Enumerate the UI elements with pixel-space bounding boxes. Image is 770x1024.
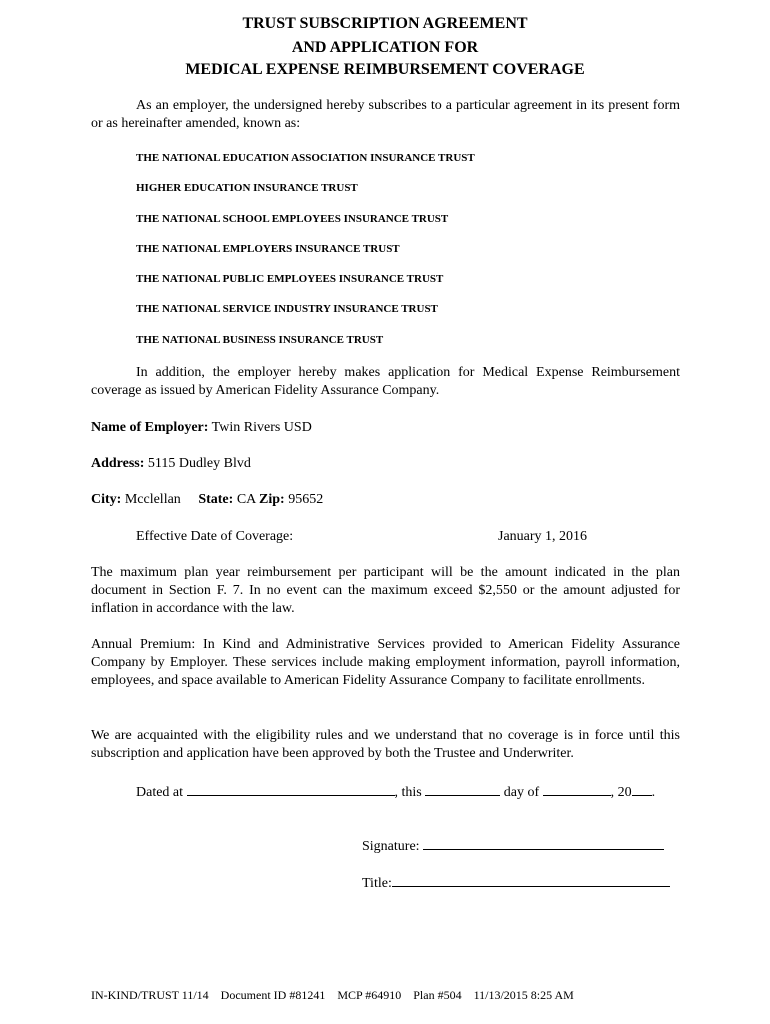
- zip-label: Zip:: [259, 492, 285, 507]
- effective-date-label: Effective Date of Coverage:: [136, 529, 294, 544]
- addition-paragraph: In addition, the employer hereby makes application for Medical Expense Reimbursement coverage as issued by American Fidelity Assurance Company.: [91, 365, 680, 398]
- intro-paragraph: As an employer, the undersigned hereby subscribes to a particular agreement in its present form or as hereinafter amended, known as:: [91, 98, 680, 131]
- dated-prefix: Dated at: [136, 785, 184, 800]
- dated-location-blank[interactable]: [187, 781, 395, 796]
- employer-name-field: [91, 419, 312, 437]
- dated-year-prefix: , 20: [610, 785, 632, 800]
- employer-name-label: Name of Employer:: [91, 420, 209, 435]
- trust-item: THE NATIONAL EDUCATION ASSOCIATION INSURANCE TRUST: [136, 152, 475, 164]
- state-value: CA: [236, 492, 256, 507]
- dated-this-text: , this: [394, 785, 422, 800]
- dated-day-of-text: day of: [503, 785, 540, 800]
- trust-list: [136, 151, 475, 363]
- city-value: Mcclellan: [124, 492, 181, 507]
- employer-name-value: Twin Rivers USD: [211, 420, 312, 435]
- dated-line: [136, 781, 655, 802]
- dated-period: .: [651, 785, 656, 800]
- footer-plan: Plan #504: [413, 988, 462, 1002]
- footer-document-id: Document ID #81241: [220, 988, 326, 1002]
- document-title-line-1: TRUST SUBSCRIPTION AGREEMENT: [242, 15, 528, 32]
- eligibility-paragraph: We are acquainted with the eligibility rules and we understand that no coverage is in force until this subscription and application have been approved by both the Trustee and Underwriter.: [91, 728, 680, 761]
- trust-item: THE NATIONAL SCHOOL EMPLOYEES INSURANCE TRUST: [136, 212, 449, 225]
- title-line: [362, 872, 670, 893]
- signature-line: [362, 835, 664, 856]
- title-blank[interactable]: [392, 872, 670, 887]
- title-label: Title:: [362, 876, 392, 891]
- trust-item: THE NATIONAL BUSINESS INSURANCE TRUST: [136, 333, 384, 346]
- document-title-line-2: AND APPLICATION FOR: [291, 39, 479, 56]
- annual-premium-paragraph: Annual Premium: In Kind and Administrative Services provided to American Fidelity Assurance Company by Employer. These services include making employment information, payroll information, employees, and space available to American Fidelity Assurance Company to facilitate enrollments.: [91, 637, 680, 688]
- document-title-line-3: MEDICAL EXPENSE REIMBURSEMENT COVERAGE: [185, 61, 585, 78]
- footer-mcp: MCP #64910: [337, 988, 402, 1002]
- effective-date-value: January 1, 2016: [498, 529, 588, 544]
- footer-form-code: IN-KIND/TRUST 11/14: [91, 988, 209, 1002]
- trust-item: THE NATIONAL PUBLIC EMPLOYEES INSURANCE TRUST: [136, 273, 444, 286]
- zip-value: 95652: [288, 492, 324, 507]
- footer-timestamp: 11/13/2015 8:25 AM: [473, 988, 574, 1002]
- city-state-zip-field: [91, 491, 323, 509]
- document-footer: [91, 986, 583, 1004]
- state-label: State:: [198, 492, 234, 507]
- maximum-reimbursement-paragraph: The maximum plan year reimbursement per participant will be the amount indicated in the plan document in Section F. 7. In no event can the maximum exceed $2,550 or the amount adjusted for inflation in accordance with the law.: [91, 565, 680, 616]
- address-label: Address:: [91, 456, 145, 471]
- dated-month-blank[interactable]: [543, 781, 611, 796]
- address-field: [91, 455, 251, 473]
- trust-item: THE NATIONAL SERVICE INDUSTRY INSURANCE TRUST: [136, 303, 438, 316]
- address-value: 5115 Dudley Blvd: [147, 456, 251, 471]
- trust-item: HIGHER EDUCATION INSURANCE TRUST: [136, 182, 358, 195]
- signature-label: Signature:: [362, 839, 420, 854]
- dated-day-blank[interactable]: [425, 781, 500, 796]
- dated-year-blank[interactable]: [632, 781, 652, 796]
- trust-item: THE NATIONAL EMPLOYERS INSURANCE TRUST: [136, 242, 400, 255]
- city-label: City:: [91, 492, 122, 507]
- signature-blank[interactable]: [423, 835, 664, 850]
